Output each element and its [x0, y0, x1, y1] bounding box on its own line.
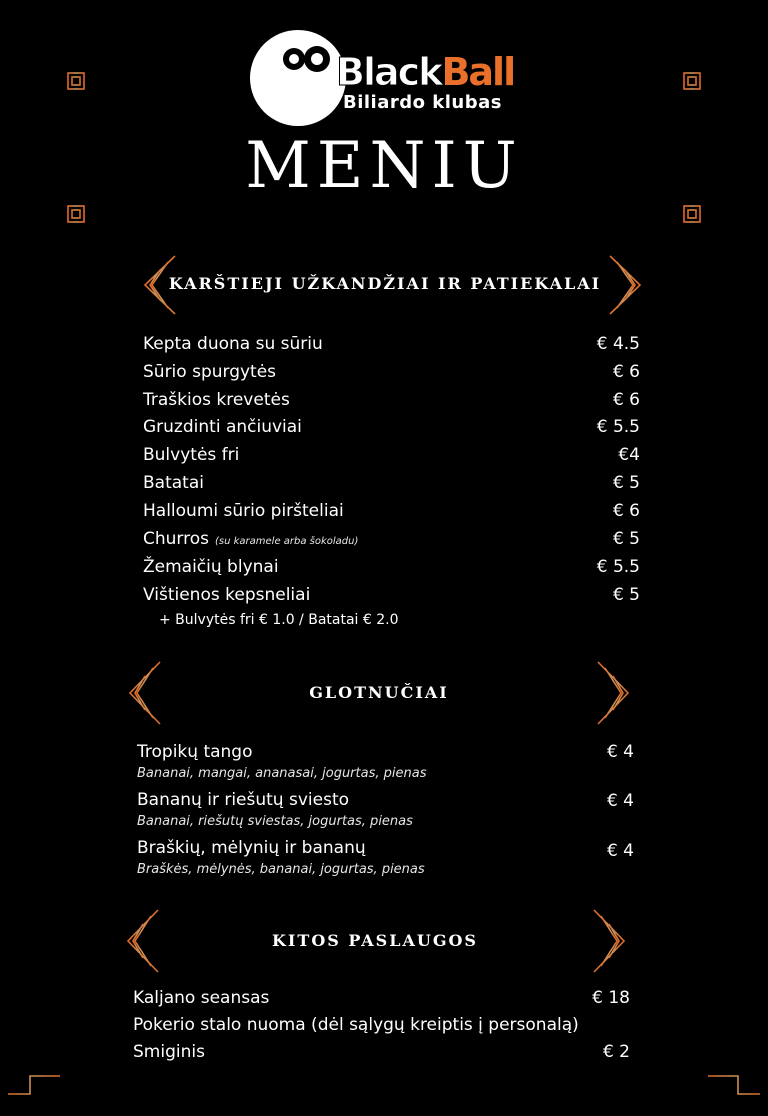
section-title: KARŠTIEJI UŽKANDŽIAI IR PATIEKALAI	[168, 274, 602, 293]
menu-item-price: € 4.5	[596, 334, 640, 354]
menu-item-description: Bananai, riešutų sviestas, jogurtas, pienas	[137, 814, 413, 829]
menu-item-price: € 4	[606, 841, 634, 861]
menu-item-price: € 4	[606, 791, 634, 811]
menu-item-name: Žemaičių blynai	[143, 557, 279, 577]
logo-eye-icon	[304, 46, 330, 72]
brand-subtitle: Biliardo klubas	[343, 92, 502, 113]
menu-item-name: Bananų ir riešutų sviesto	[137, 790, 350, 810]
logo-ball-icon	[250, 30, 346, 126]
menu-item-price: € 18	[592, 988, 630, 1008]
brand-name-part1: Black	[336, 50, 442, 94]
menu-item-name: Sūrio spurgytės	[143, 362, 277, 382]
menu-item-price: € 2	[602, 1042, 630, 1062]
brand-name-part2: Ball	[441, 50, 515, 94]
menu-item-price: € 6	[612, 501, 640, 521]
menu-item-name: Smiginis	[133, 1042, 205, 1062]
menu-item-name: Gruzdinti ančiuviai	[143, 417, 302, 437]
menu-item-price: € 5	[612, 473, 640, 493]
menu-item-price: € 5.5	[596, 417, 640, 437]
menu-item-name: Traškios krevetės	[143, 390, 290, 410]
menu-item-price: € 4	[606, 742, 634, 762]
menu-item-name: Kepta duona su sūriu	[143, 334, 323, 354]
logo-eye-icon	[283, 48, 305, 70]
menu-item-name: Halloumi sūrio piršteliai	[143, 501, 344, 521]
menu-item-name: Churros	[143, 529, 209, 549]
section-title: GLOTNUČIAI	[309, 683, 449, 702]
menu-item-price: € 5.5	[596, 557, 640, 577]
menu-item-note: (su karamele arba šokoladu)	[214, 536, 359, 547]
menu-extra-note: + Bulvytės fri € 1.0 / Batatai € 2.0	[159, 612, 399, 628]
menu-item-price: €4	[618, 445, 640, 465]
menu-item-name: Vištienos kepsneliai	[143, 585, 311, 605]
menu-item-price: € 6	[612, 362, 640, 382]
menu-item-price: € 6	[612, 390, 640, 410]
menu-item-price: € 5	[612, 585, 640, 605]
menu-item-name: Pokerio stalo nuoma (dėl sąlygų kreiptis į personalą)	[133, 1015, 579, 1035]
menu-item-name: Batatai	[143, 473, 204, 493]
menu-item-row	[143, 528, 358, 553]
section-title: KITOS PASLAUGOS	[272, 931, 478, 950]
menu-item-description: Bananai, mangai, ananasai, jogurtas, pienas	[137, 766, 427, 781]
menu-item-name: Tropikų tango	[137, 742, 253, 762]
menu-item-name: Bulvytės fri	[143, 445, 240, 465]
menu-item-name: Kaljano seansas	[133, 988, 270, 1008]
page-title: MENIU	[245, 129, 523, 203]
menu-item-name: Braškių, mėlynių ir bananų	[137, 838, 366, 858]
menu-item-price: € 5	[612, 529, 640, 549]
brand-logo	[336, 52, 514, 92]
menu-item-description: Braškės, mėlynės, bananai, jogurtas, pienas	[137, 862, 425, 877]
